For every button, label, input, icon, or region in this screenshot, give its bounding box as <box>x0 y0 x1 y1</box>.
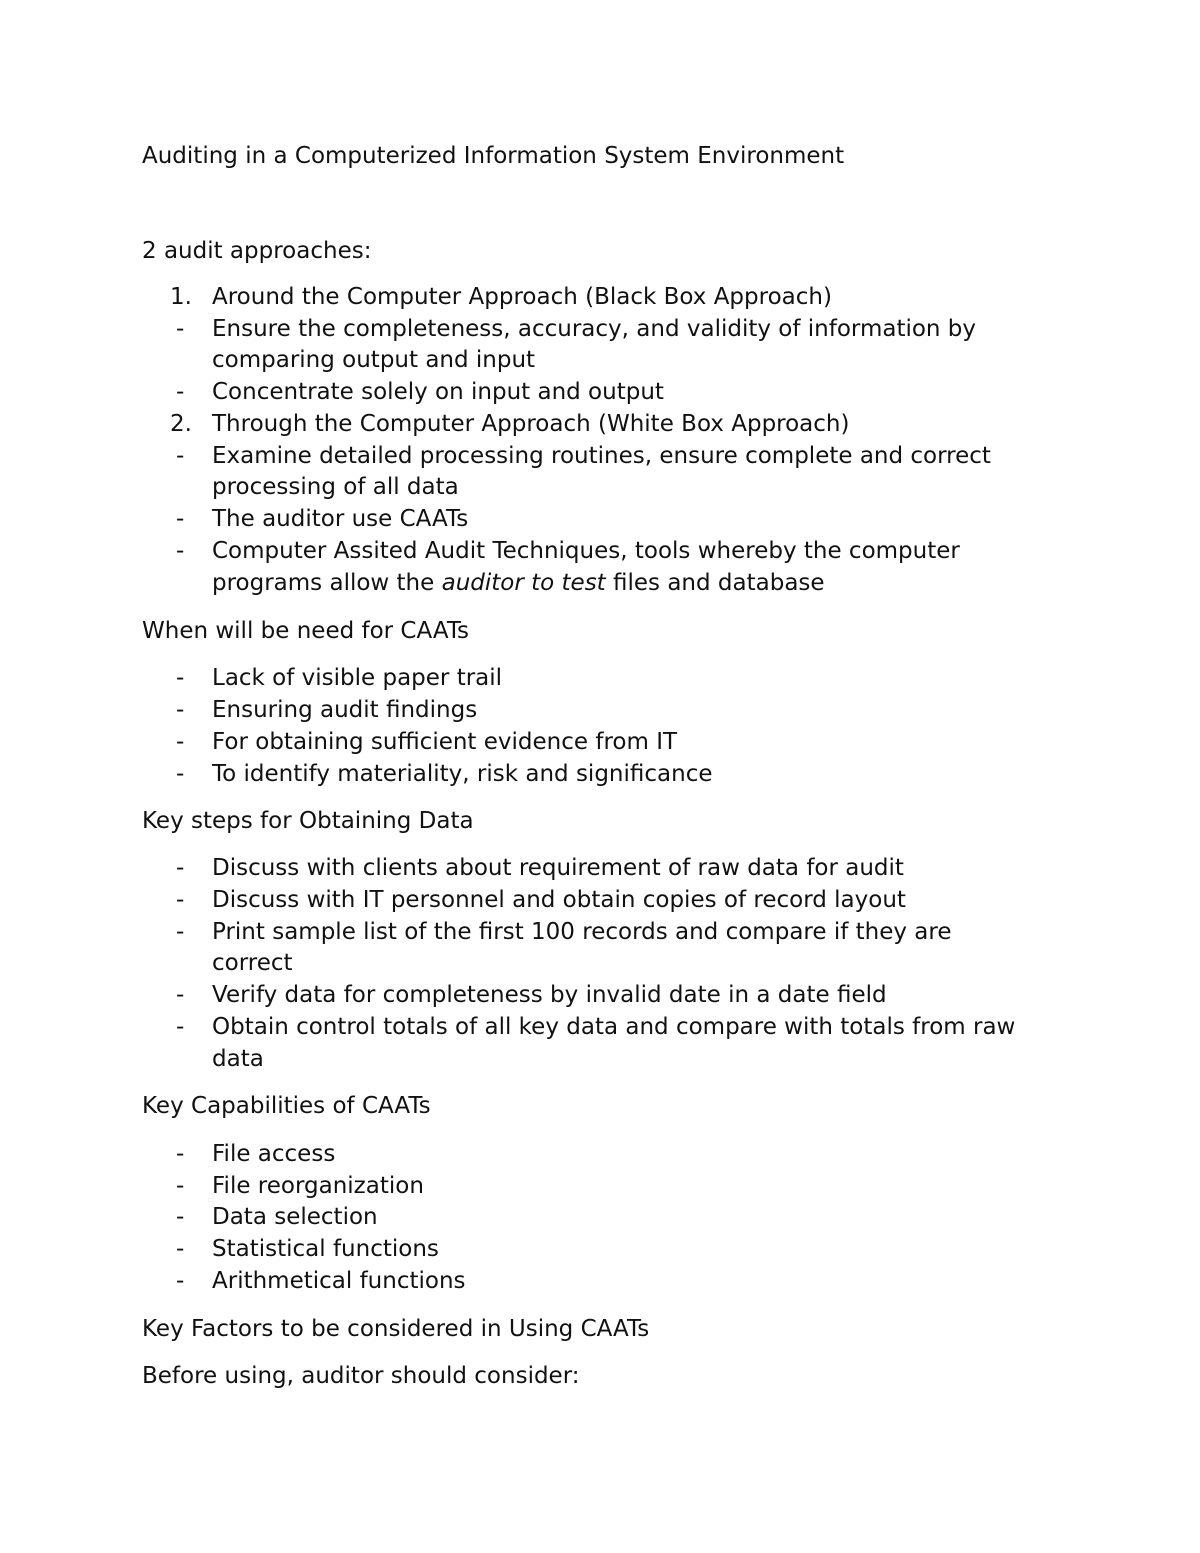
list-item <box>0 503 1200 535</box>
list-item <box>0 1233 1200 1265</box>
bullet-text: Arithmetical functions <box>212 1268 466 1294</box>
bullet-dash: - <box>176 697 185 723</box>
bullet-text: Discuss with IT personnel and obtain copies of record layout <box>212 887 906 913</box>
list-item <box>0 376 1200 408</box>
list-item <box>0 1265 1200 1297</box>
steps-heading: Key steps for Obtaining Data <box>142 808 474 834</box>
list-item-continuation <box>0 344 1200 376</box>
list-item <box>0 440 1200 472</box>
bullet-text-part: programs allow the <box>212 570 442 596</box>
list-item-continuation <box>0 567 1200 599</box>
bullet-dash: - <box>176 1014 185 1040</box>
list-item <box>0 1011 1200 1043</box>
bullet-text: For obtaining sufficient evidence from IT <box>212 729 678 755</box>
bullet-text: Ensure the completeness, accuracy, and validity of information by <box>212 316 977 342</box>
approach-2-title: Through the Computer Approach (White Box Approach) <box>212 411 850 437</box>
bullet-text: Statistical functions <box>212 1236 439 1262</box>
list-item <box>0 313 1200 345</box>
bullet-text: Computer Assited Audit Techniques, tools whereby the computer <box>212 538 960 564</box>
italic-emphasis: auditor to test <box>441 570 606 596</box>
bullet-text: Examine detailed processing routines, ensure complete and correct <box>212 443 991 469</box>
list-item <box>0 662 1200 694</box>
bullet-text: Verify data for completeness by invalid date in a date field <box>212 982 887 1008</box>
list-item <box>0 852 1200 884</box>
list-number: 1. <box>170 284 192 310</box>
list-item <box>0 979 1200 1011</box>
list-item-approach-1 <box>0 281 1200 313</box>
factors-heading: Key Factors to be considered in Using CAATs <box>142 1316 650 1342</box>
bullet-text: Concentrate solely on input and output <box>212 379 664 405</box>
bullet-dash: - <box>176 761 185 787</box>
list-item <box>0 535 1200 567</box>
bullet-dash: - <box>176 665 185 691</box>
bullet-text: data <box>212 1046 264 1072</box>
bullet-dash: - <box>176 1141 185 1167</box>
approach-1-title: Around the Computer Approach (Black Box Approach) <box>212 284 832 310</box>
bullet-text: The auditor use CAATs <box>212 506 469 532</box>
list-item <box>0 1138 1200 1170</box>
list-item <box>0 916 1200 948</box>
bullet-dash: - <box>176 1236 185 1262</box>
bullet-text: correct <box>212 950 293 976</box>
before-using-text: Before using, auditor should consider: <box>142 1363 580 1389</box>
list-item-continuation <box>0 471 1200 503</box>
list-item <box>0 1201 1200 1233</box>
bullet-dash: - <box>176 729 185 755</box>
bullet-dash: - <box>176 1173 185 1199</box>
bullet-text: To identify materiality, risk and significance <box>212 761 713 787</box>
bullet-dash: - <box>176 316 185 342</box>
need-heading: When will be need for CAATs <box>142 618 470 644</box>
bullet-text: processing of all data <box>212 474 459 500</box>
bullet-dash: - <box>176 379 185 405</box>
list-item <box>0 884 1200 916</box>
bullet-dash: - <box>176 919 185 945</box>
list-item-continuation <box>0 947 1200 979</box>
list-item <box>0 726 1200 758</box>
bullet-dash: - <box>176 506 185 532</box>
approaches-heading: 2 audit approaches: <box>142 238 372 264</box>
list-item-continuation <box>0 1043 1200 1075</box>
bullet-dash: - <box>176 982 185 1008</box>
bullet-dash: - <box>176 443 185 469</box>
bullet-text: Ensuring audit findings <box>212 697 478 723</box>
bullet-text: File reorganization <box>212 1173 424 1199</box>
bullet-text-part: files and database <box>605 570 825 596</box>
list-item-approach-2 <box>0 408 1200 440</box>
list-item <box>0 1170 1200 1202</box>
bullet-text: Discuss with clients about requirement of raw data for audit <box>212 855 904 881</box>
bullet-dash: - <box>176 887 185 913</box>
bullet-dash: - <box>176 1268 185 1294</box>
bullet-dash: - <box>176 538 185 564</box>
bullet-dash: - <box>176 855 185 881</box>
list-item <box>0 758 1200 790</box>
document-title: Auditing in a Computerized Information System Environment <box>142 143 845 169</box>
list-item <box>0 694 1200 726</box>
bullet-text: File access <box>212 1141 336 1167</box>
bullet-text: Obtain control totals of all key data and compare with totals from raw <box>212 1014 1016 1040</box>
bullet-text-mixed <box>212 567 825 599</box>
bullet-dash: - <box>176 1204 185 1230</box>
bullet-text: comparing output and input <box>212 347 536 373</box>
capabilities-heading: Key Capabilities of CAATs <box>142 1093 431 1119</box>
bullet-text: Data selection <box>212 1204 378 1230</box>
bullet-text: Lack of visible paper trail <box>212 665 503 691</box>
bullet-text: Print sample list of the first 100 records and compare if they are <box>212 919 952 945</box>
list-number: 2. <box>170 411 192 437</box>
